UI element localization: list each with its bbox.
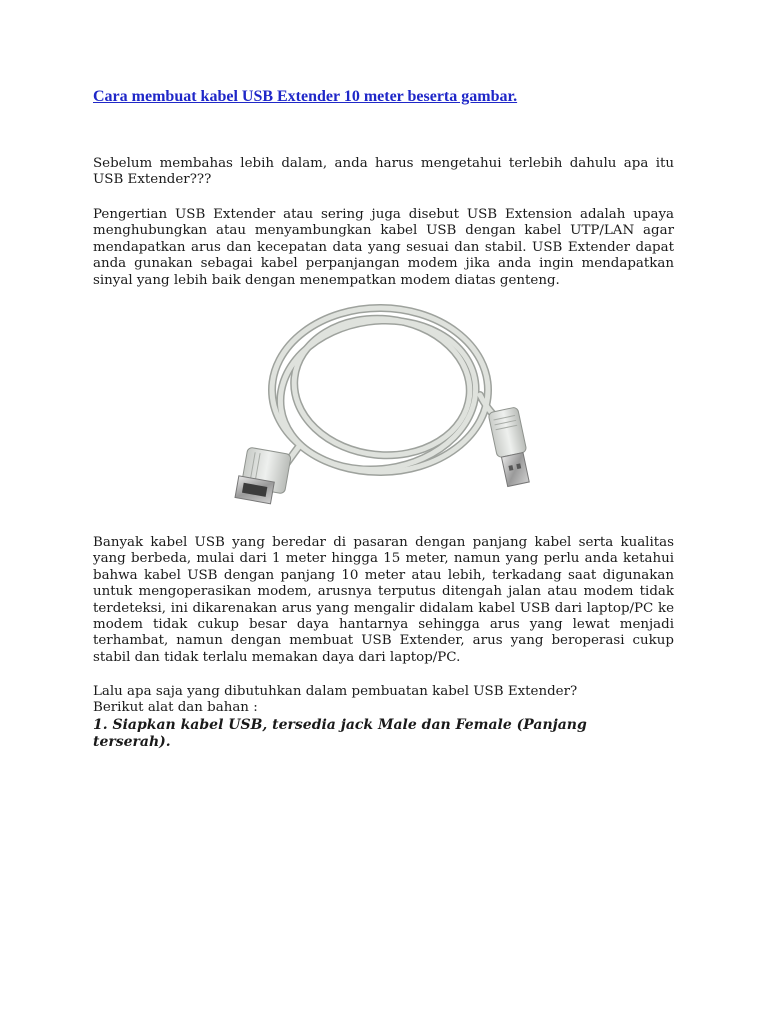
usb-cable-icon [230,295,530,515]
definition-paragraph: Pengertian USB Extender atau sering juga disebut USB Extension adalah upaya menghubungkan atau menyambungkan kabel USB dengan kabel UTP/LAN agar mendapatkan arus dan kecepatan data yang sesuai dan stabil. USB Extender dapat anda gunakan sebagai kabel perpanjangan modem jika anda ingin mendapatkan sinyal yang lebih baik dengan menempatkan modem diatas genteng. [93,207,674,288]
explanation-paragraph: Banyak kabel USB yang beredar di pasaran dengan panjang kabel serta kualitas yang berbeda, mulai dari 1 meter hingga 15 meter, namun yang perlu anda ketahui bahwa kabel USB dengan panjang 10 meter atau lebih, terkadang saat digunakan untuk mengoperasikan modem, arusnya terputus ditengah jalan atau modem tidak terdeteksi, ini dikarenakan arus yang mengalir didalam kabel USB dari laptop/PC ke modem tidak cukup besar daya hantarnya sehingga arus yang lewat menjadi terhambat, namun dengan membuat USB Extender, arus yang beroperasi cukup stabil dan tidak terlalu memakan daya dari laptop/PC. [93,535,674,665]
step-1: 1. Siapkan kabel USB, tersedia jack Male dan Female (Panjang terserah). [93,717,587,750]
question-line: Lalu apa saja yang dibutuhkan dalam pembuatan kabel USB Extender? [93,684,578,699]
usb-cable-image [230,295,530,515]
materials-paragraph [93,684,674,717]
intro-paragraph: Sebelum membahas lebih dalam, anda harus mengetahui terlebih dahulu apa itu USB Extender??? [93,156,674,188]
article-title-link[interactable]: Cara membuat kabel USB Extender 10 meter beserta gambar. [93,88,518,105]
materials-intro-line: Berikut alat dan bahan : [93,700,258,716]
